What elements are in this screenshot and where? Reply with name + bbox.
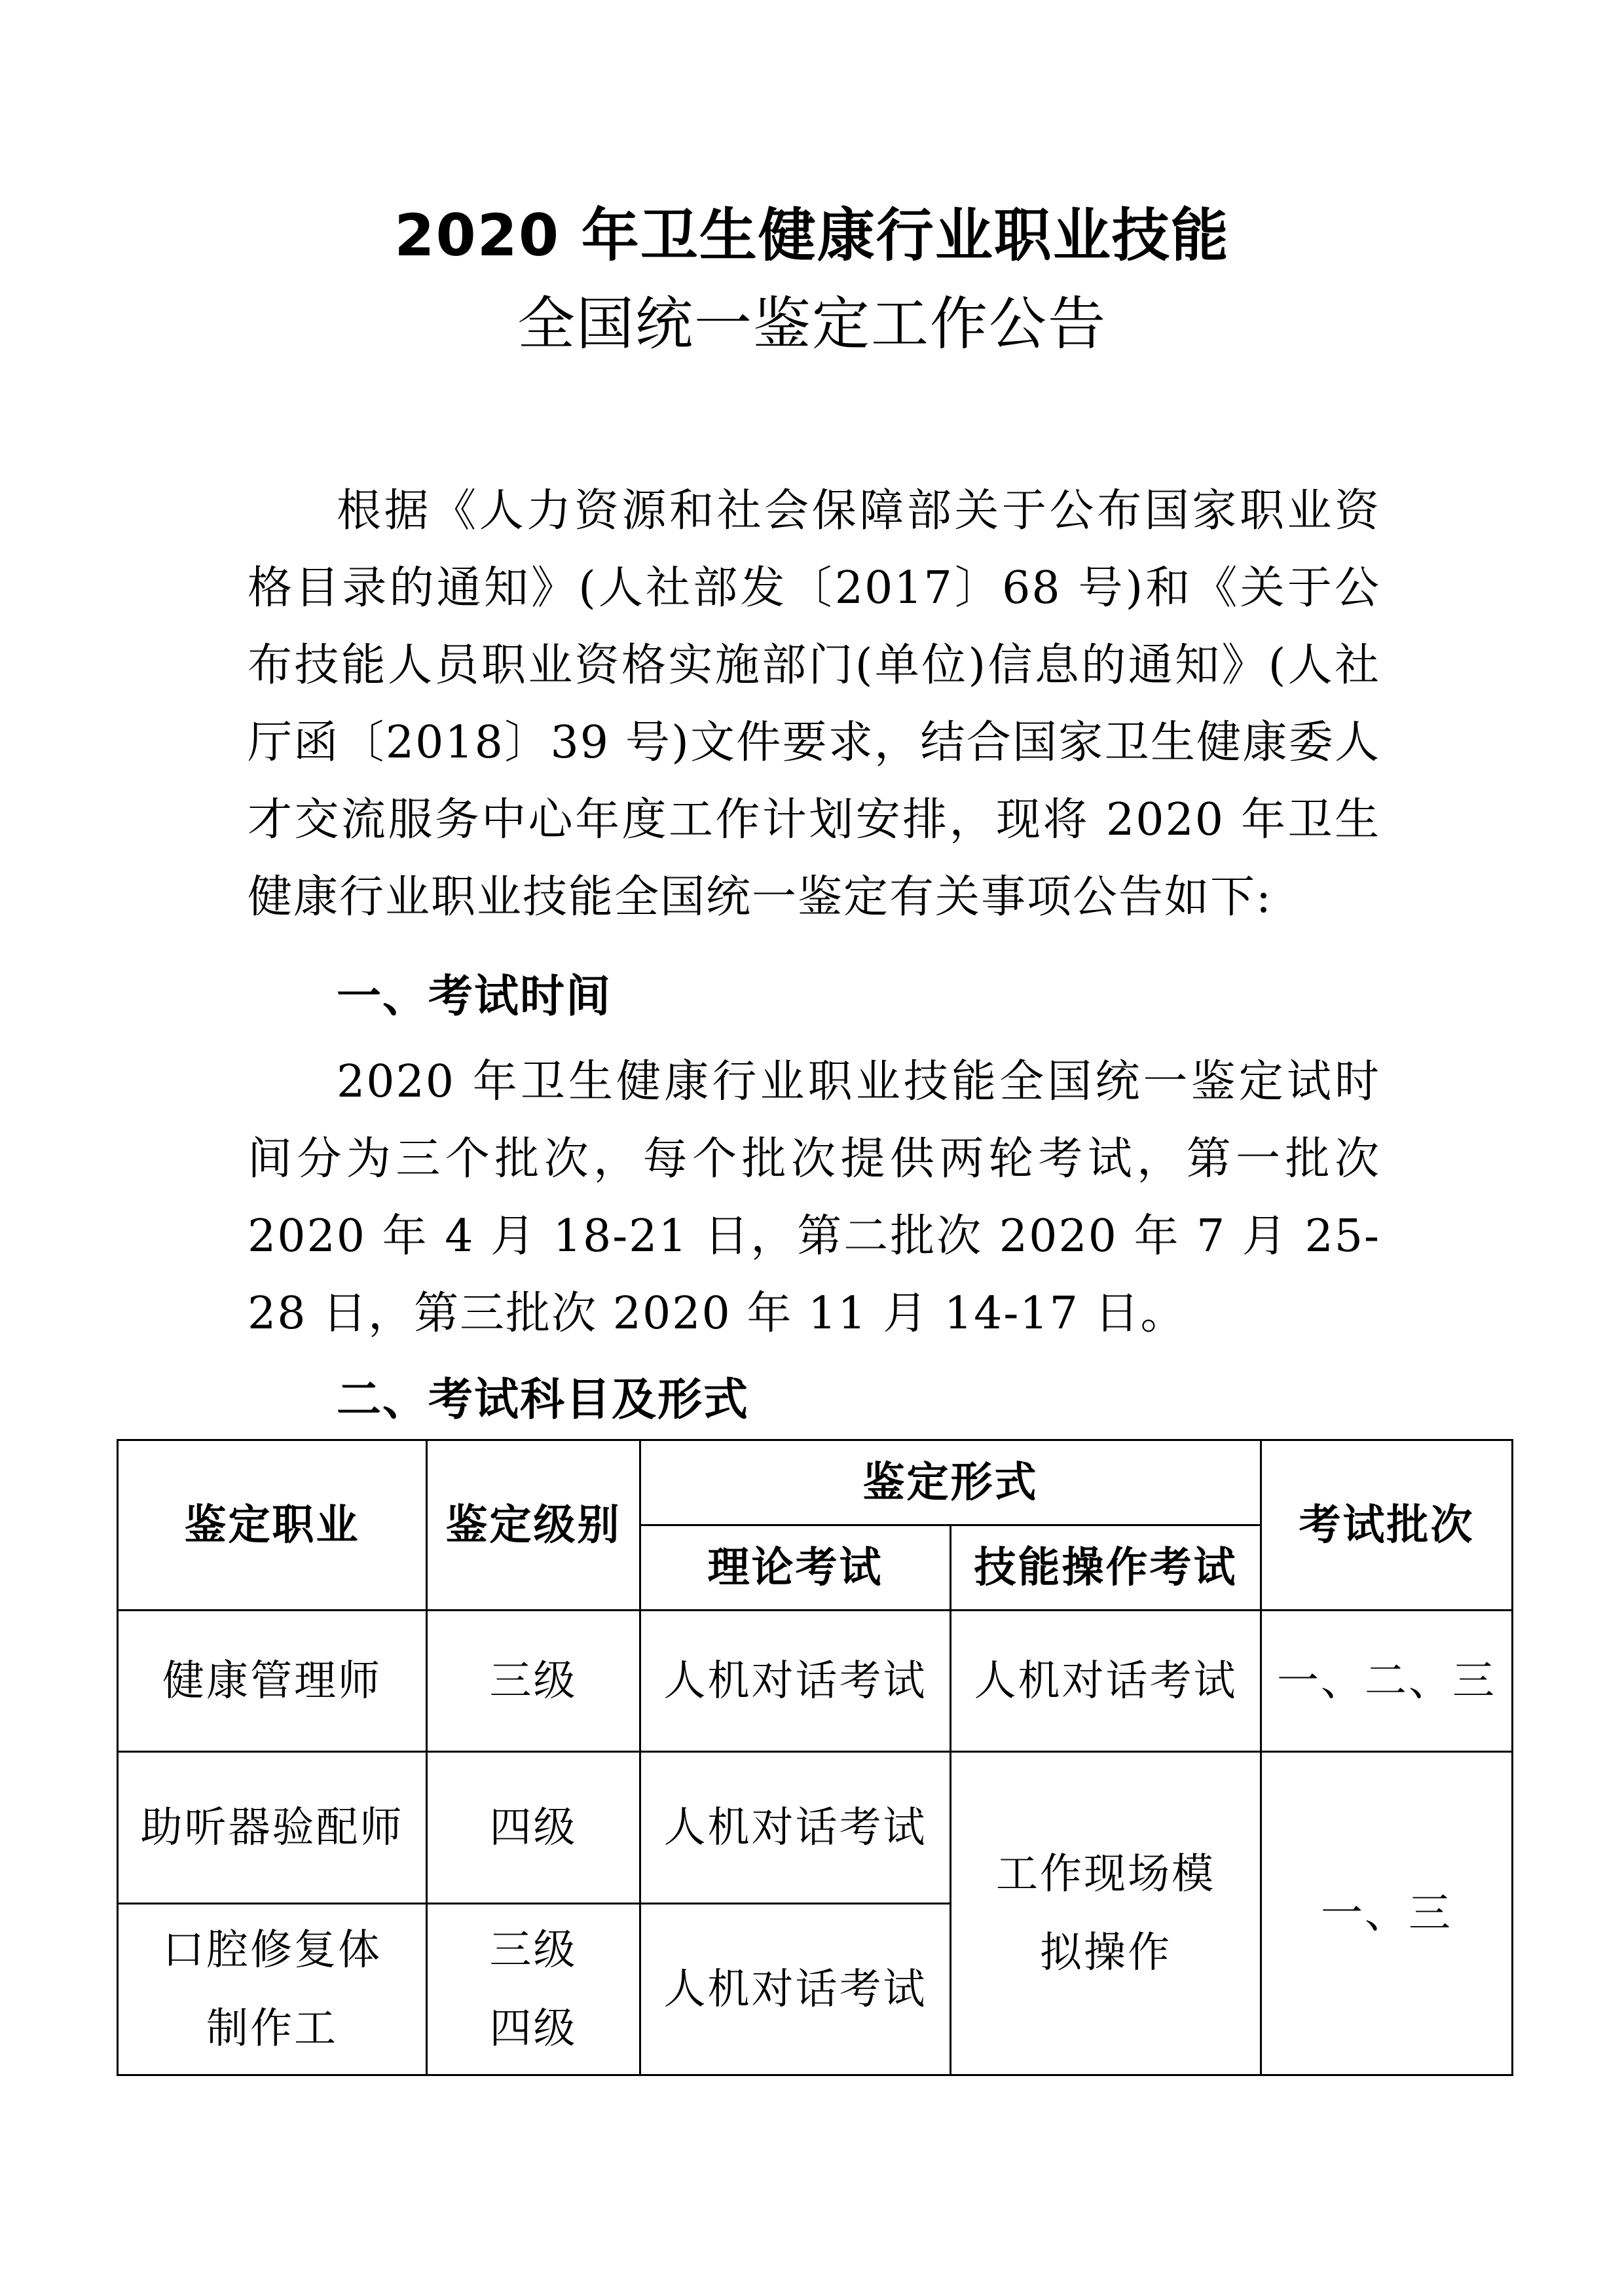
document-title-line-1: 2020 年卫生健康行业职业技能: [394, 202, 1230, 269]
table-row: [118, 1752, 1513, 1904]
cell-occupation: 健康管理师: [118, 1611, 427, 1752]
cell-occupation: 口腔修复体 制作工: [118, 1904, 427, 2075]
exam-subjects-table: [117, 1439, 1513, 2076]
table-header-row: [118, 1440, 1513, 1525]
cell-theory: 人机对话考试: [640, 1904, 951, 2075]
cell-level: 三级: [427, 1611, 640, 1752]
cell-skill: 人机对话考试: [951, 1611, 1261, 1752]
cell-batch: 一、三: [1261, 1752, 1513, 2075]
exam-time-paragraph: 2020 年卫生健康行业职业技能全国统一鉴定试时间分为三个批次，每个批次提供两轮考试，第一批次 2020 年 4 月 18-21 日，第二批次 2020 年 7 月 25-28 日，第三批次 2020 年 11 月 14-17 日。: [248, 1056, 1380, 1339]
cell-batch: 一、二、三: [1261, 1611, 1513, 1752]
cell-level: 三级 四级: [427, 1904, 640, 2075]
header-occupation: 鉴定职业: [118, 1440, 427, 1611]
section-heading-exam-time: 一、考试时间: [337, 971, 612, 1023]
section-heading-exam-subjects: 二、考试科目及形式: [337, 1374, 750, 1426]
cell-level: 四级: [427, 1752, 640, 1904]
document-title-line-2: 全国统一鉴定工作公告: [517, 290, 1107, 357]
cell-skill: 工作现场模拟操作: [951, 1752, 1261, 2075]
table-row: [118, 1611, 1513, 1752]
intro-paragraph: 根据《人力资源和社会保障部关于公布国家职业资格目录的通知》(人社部发〔2017〕68 号)和《关于公布技能人员职业资格实施部门(单位)信息的通知》(人社厅函〔2018〕39 号)文件要求，结合国家卫生健康委人才交流服务中心年度工作计划安排，现将 2020 年卫生健康行业职业技能全国统一鉴定有关事项公告如下:: [248, 485, 1380, 923]
cell-theory: 人机对话考试: [640, 1611, 951, 1752]
header-batch: 考试批次: [1261, 1440, 1513, 1611]
header-skill: 技能操作考试: [951, 1525, 1261, 1611]
header-level: 鉴定级别: [427, 1440, 640, 1611]
header-form: 鉴定形式: [640, 1440, 1261, 1525]
cell-theory: 人机对话考试: [640, 1752, 951, 1904]
cell-occupation: 助听器验配师: [118, 1752, 427, 1904]
header-theory: 理论考试: [640, 1525, 951, 1611]
